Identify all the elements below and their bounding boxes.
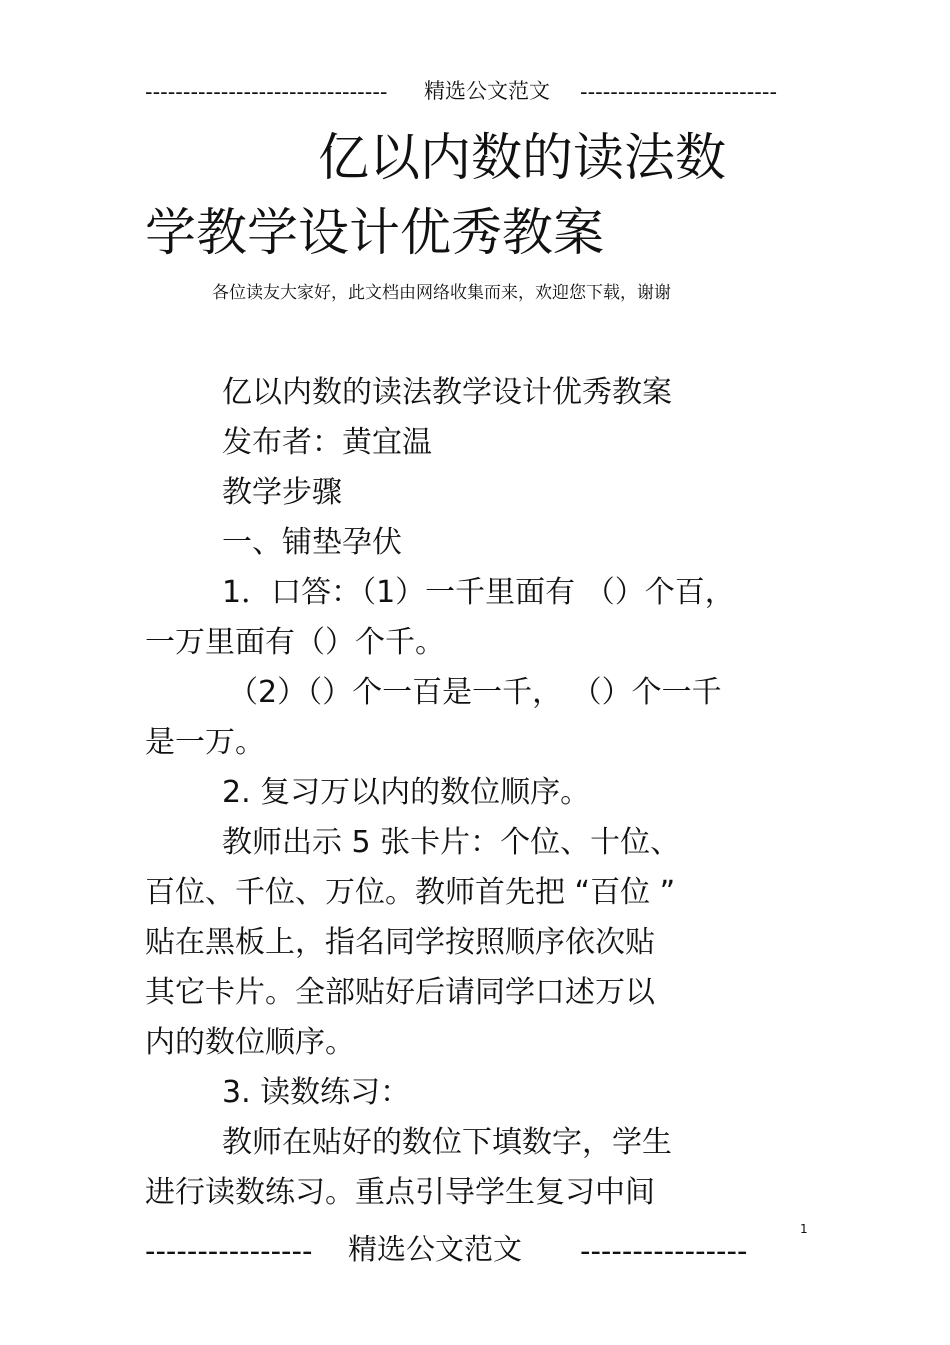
body-line: （2）（）个一百是一千， （）个一千 bbox=[228, 675, 722, 710]
body-line: 其它卡片。全部贴好后请同学口述万以 bbox=[145, 975, 655, 1010]
body-line: 2. 复习万以内的数位顺序。 bbox=[222, 775, 591, 810]
body-line: 发布者：黄宜温 bbox=[222, 425, 432, 460]
body-line: 3. 读数练习： bbox=[222, 1075, 411, 1110]
header-right-dashes: -------------------------- bbox=[580, 80, 778, 104]
body-line: 进行读数练习。重点引导学生复习中间 bbox=[145, 1175, 655, 1210]
body-line: 贴在黑板上，指名同学按照顺序依次贴 bbox=[145, 925, 655, 960]
footer-left-dashes: ---------------- bbox=[145, 1234, 313, 1268]
body-line: 一、铺垫孕伏 bbox=[222, 525, 402, 560]
body-line: 亿以内数的读法教学设计优秀教案 bbox=[222, 375, 672, 410]
footer-right-dashes: ---------------- bbox=[580, 1234, 748, 1268]
body-line: 教师出示 5 张卡片：个位、十位、 bbox=[222, 825, 681, 860]
doc-title-line-1: 亿以内数的读法数 bbox=[318, 129, 727, 188]
body-line: 教师在贴好的数位下填数字，学生 bbox=[222, 1125, 672, 1160]
body-line: 1．口答：（1）一千里面有 （）个百， bbox=[222, 575, 735, 610]
header-left-dashes: -------------------------------- bbox=[145, 80, 388, 104]
doc-subtitle: 各位读友大家好，此文档由网络收集而来，欢迎您下载，谢谢 bbox=[212, 283, 671, 303]
body-line: 是一万。 bbox=[145, 725, 265, 760]
doc-title-line-2: 学教学设计优秀教案 bbox=[145, 204, 605, 263]
body-line: 一万里面有（）个千。 bbox=[145, 625, 445, 660]
body-line: 内的数位顺序。 bbox=[145, 1025, 355, 1060]
footer-title: 精选公文范文 bbox=[348, 1232, 523, 1266]
header-title: 精选公文范文 bbox=[424, 79, 550, 103]
body-line: 教学步骤 bbox=[222, 475, 342, 510]
body-line: 百位、千位、万位。教师首先把 “百位 ” bbox=[145, 875, 676, 910]
page-number: 1 bbox=[800, 1222, 808, 1236]
